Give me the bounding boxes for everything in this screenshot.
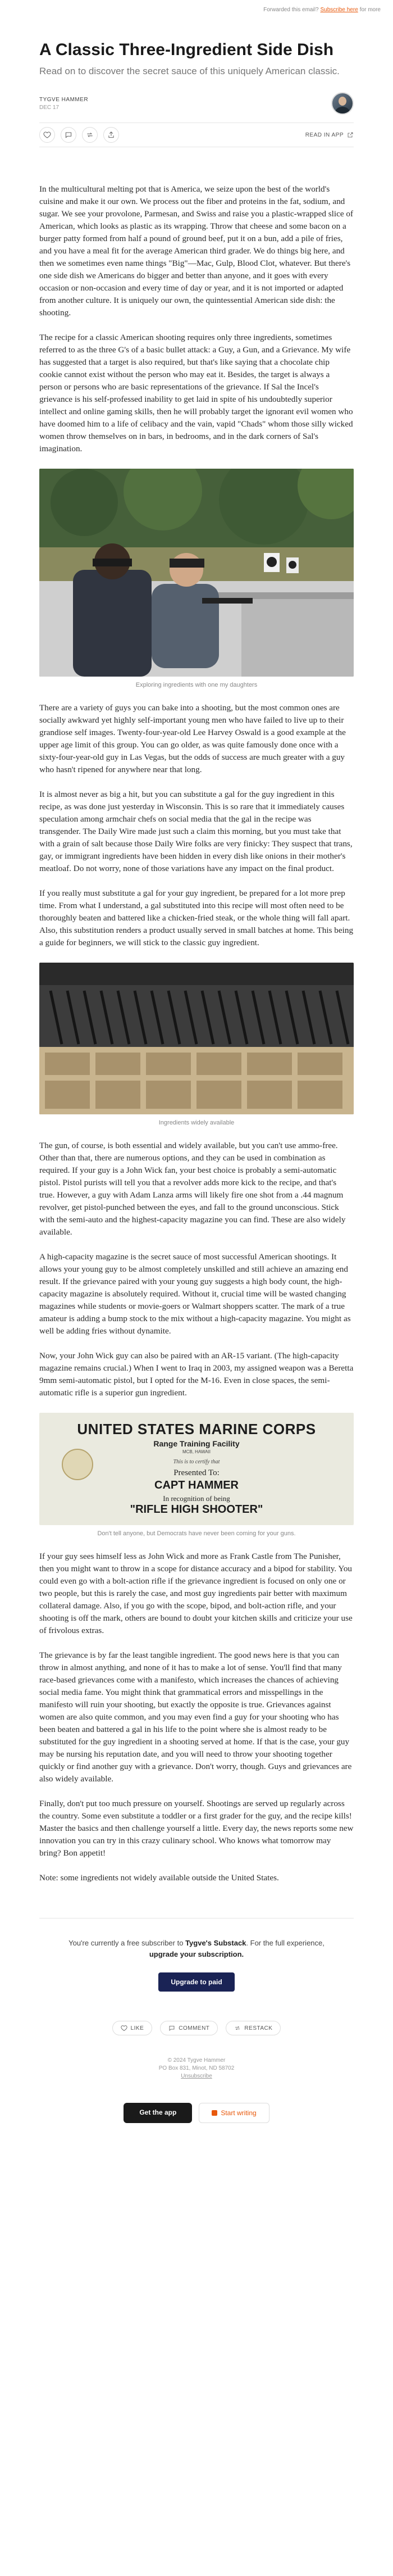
share-icon[interactable] xyxy=(103,127,119,143)
post-date: DEC 17 xyxy=(39,104,60,111)
paragraph: Finally, don't put too much pressure on yourself. Shootings are served up regularly across the country. Some even substitute a toddler or a first grader for the guy, and the recipe kills! Master the basics and then challenge yourself a little. Every day, the news reports some new innovation you can try in this crazy culinary school. Who knows what tomorrow may bring? Bon appetit! xyxy=(39,1799,354,1858)
post-body xyxy=(39,183,354,1884)
start-writing-label: Start writing xyxy=(221,2109,257,2117)
address: PO Box 831, Minot, ND 58702 xyxy=(158,2065,235,2071)
paragraph: Now, your John Wick guy can also be paired with an AR-15 variant. (The high-capacity magazine remains crucial.) When I went to Iraq in 2003, my assigned weapon was a Beretta 9mm semi-automatic pistol, but I opted for the M-16. Even in close spaces, the semi-automatic rifle is a superior gun ingredient. xyxy=(39,1351,354,1398)
paragraph: In the multicultural melting pot that is America, we seize upon the best of the world's cuisine and make it our own. We process out the fiber and proteins in the fat, sodium, and sugar. We see your provolone, Parmesan, and Swiss and raise you a plastic-wrapped slice of American, which looks as plastic as its wrapping. Throw that cheese and some bacon on a burger patty formed from half a pound of ground beef, put it on a bun, add a pile of fries, and you have a meal fit for the average American third grader. We do things big here, and then we sometimes even name things "Big"—Mac, Gulp, Blood Clot, whatever. But there's one side dish we Americans do bigger and better than anyone, and it goes with every occasion or non-occasion and every time of day or year, and it is not imported or adapted from another culture. It is uniquely our own, the quintessential American side dish: the shooting. xyxy=(39,184,354,318)
bottom-cta xyxy=(39,2103,354,2142)
photo-gun-store[interactable] xyxy=(39,963,354,1114)
certificate-recognition: In recognition of being xyxy=(163,1494,230,1503)
figure-caption: Ingredients widely available xyxy=(158,1119,235,1126)
certificate-seal xyxy=(62,1449,93,1480)
byline xyxy=(39,92,354,115)
certificate-base: MCB, HAWAII xyxy=(182,1449,211,1454)
comment-icon[interactable] xyxy=(61,127,76,143)
certificate-certify: This is to certify that xyxy=(173,1459,220,1465)
read-in-app-label: READ IN APP xyxy=(305,131,344,138)
author-avatar[interactable] xyxy=(331,92,354,115)
copyright: © 2024 Tygve Hammer xyxy=(167,2057,226,2063)
comment-label: COMMENT xyxy=(179,2025,210,2031)
post-actions-bar xyxy=(39,123,354,147)
heart-icon[interactable] xyxy=(39,127,55,143)
footer-legal xyxy=(39,2057,354,2080)
subscriber-status-message xyxy=(39,1938,354,1960)
paragraph: If your guy sees himself less as John Wick and more as Frank Castle from The Punisher, then you might want to throw in a scope for distance accuracy and a bipod for stability. You could even go with a bolt-action rifle if the grievance ingredient is focused on only one or two people, but this is rarely the case, and most guy ingredients pair better with maximum collateral damage. Also, if you go with the scope, bipod, and bolt-action rifle, and your shooting is off the mark, others are bound to doubt your kitchen skills and criticize your use of frivolous extras. xyxy=(39,1552,353,1635)
figure-caption: Exploring ingredients with one my daughters xyxy=(135,682,258,688)
like-button[interactable] xyxy=(112,2021,153,2035)
upgrade-to-paid-button[interactable]: Upgrade to paid xyxy=(158,1972,234,1992)
figure-caption: Don't tell anyone, but Democrats have never been coming for your guns. xyxy=(97,1530,296,1537)
read-in-app-button[interactable] xyxy=(305,131,354,138)
start-writing-button[interactable] xyxy=(199,2103,269,2123)
restack-icon xyxy=(234,2025,241,2031)
upgrade-link[interactable]: upgrade your subscription. xyxy=(149,1950,244,1958)
restack-button[interactable] xyxy=(226,2021,281,2035)
paragraph: Note: some ingredients not widely available outside the United States. xyxy=(39,1873,279,1883)
figure-shooting-range xyxy=(39,469,354,690)
figure-certificate xyxy=(39,1413,354,1538)
certificate-subheading: Range Training Facility xyxy=(153,1439,240,1448)
paragraph: The recipe for a classic American shooting requires only three ingredients, sometimes referred to as the three G's of a basic bullet attack: a Guy, a Gun, and a Grievance. My wife has suggested that a target is also required, but that's like saying that a chocolate chip cookie cannot exist without the person who may eat it. Besides, the target is always a person or persons who are basic representations of the grievance. If Sal the Incel's grievance is his self-professed inability to get laid in spite of his undoubtedly superior intellect and online gaming skills, then he will probably target the ignorant evil women who have doomed him to a life of celibacy and the vain, vapid "Chads" whom those silly wicked women throw themselves on in bars, in bedrooms, and in the dark corners of Sal's imagination. xyxy=(39,333,353,453)
paragraph: There are a variety of guys you can bake into a shooting, but the most common ones are socially awkward yet highly self-important young men who have failed to live up to their grandiose self images. Twenty-four-year-old Lee Harvey Oswald is a good example at the upper age limit of this group. You can go older, as was quite famously done once with a sixty-four-year-old guy in Las Vegas, but the odds of success are much greater with a guy who hasn't ripened for anywhere near that long. xyxy=(39,703,346,774)
certificate-recipient: CAPT HAMMER xyxy=(154,1479,239,1491)
subscriber-status-text: You're currently a free subscriber to xyxy=(68,1939,184,1947)
comment-button[interactable] xyxy=(160,2021,218,2035)
paragraph: It is almost never as big a hit, but you can substitute a gal for the guy ingredient in this recipe, as was done just yesterday in Wisconsin. This is so rare that it immediately causes speculation among armchair chefs on social media that the gal in the recipe was transgender. The Daily Wire made just such a claim this morning, but you must take that with a grain of salt because those Daily Wire folks are very finicky: They suspect that trans, gay, or immigrant ingredients have been hidden in every dish like onions in their mother's meatloaf. Do not worry, none of those variations have any impact on the final product. xyxy=(39,790,353,873)
figure-gun-store xyxy=(39,963,354,1127)
certificate-presented: Presented To: xyxy=(173,1468,220,1477)
paragraph: If you really must substitute a gal for your guy ingredient, be prepared for a lot more prep time. From what I understand, a gal substituted into this recipe will most often need to be thoroughly beaten and battered like a chicken-fried steak, or the whole thing will fall apart. Also, this substitution renders a product usually served in small batches at home. This being a guide for beginners, we will stick to the classic guy ingredient. xyxy=(39,888,354,947)
heart-icon xyxy=(121,2025,127,2031)
like-label: LIKE xyxy=(130,2025,144,2031)
paragraph: The grievance is by far the least tangible ingredient. The good news here is that you can throw in almost anything, and none of it has to make a lot of sense. You'll find that many race-based grievances come with a manifesto, which increases the chances of achieving social media fame. You might think that grammatical errors and misspellings in the manifesto will ruin your shooting, but exactly the opposite is true. Grievances against women are also quite common, and you may even find a guy for your shooting who has been beaten and battered a gal in his life to the point where she is almost ready to be substituted for the guy ingredient in a shooting served at home. If that is the case, your guy may be nursing his reputation date, and you will need to throw your shooting together quickly or find another guy with a grievance. Don't worry, though. Guys and grievances are also widely available. xyxy=(39,1650,352,1784)
paragraph: The gun, of course, is both essential and widely available, but you can't use ammo-free. Other than that, there are numerous options, and they can be used in combination as required. If your guy is a John Wick fan, your best choice is probably a semi-automatic pistol. Pistol purists will tell you that a revolver adds more kick to the recipe, and that's true. However, a guy with Adam Lanza arms will likely fire one shot from a .44 magnum revolver, get pistol-punched between the eyes, and fall to the ground unconscious. Stick with the semi-auto and the highest-capacity magazine you can find. These are also widely available. xyxy=(39,1141,346,1237)
certificate-heading: UNITED STATES MARINE CORPS xyxy=(77,1421,316,1437)
photo-shooting-range[interactable] xyxy=(39,469,354,677)
comment-icon xyxy=(168,2025,175,2031)
author-name[interactable]: TYGVE HAMMER xyxy=(39,96,89,103)
paragraph: A high-capacity magazine is the secret sauce of most successful American shootings. It allows your young guy to be almost completely unskilled and still achieve an amazing end result. If the grievance paired with your young guy suggests a high body count, the high-capacity magazine is absolutely required. Without it, crucial time will be wasted changing magazines while students or movie-goers or Walmart shoppers scatter. The mark of a true amateur is adding a bump stock to the mix without a high-capacity magazine. You might as well be adding fries without dynamite. xyxy=(39,1252,351,1336)
restack-icon[interactable] xyxy=(82,127,98,143)
get-the-app-button[interactable]: Get the app xyxy=(124,2103,192,2123)
unsubscribe-link[interactable]: Unsubscribe xyxy=(181,2073,212,2079)
forward-prefix: Forwarded this email? xyxy=(263,6,319,13)
post-subtitle: Read on to discover the secret sauce of this uniquely American classic. xyxy=(39,66,340,76)
subscribe-section xyxy=(39,1918,354,1992)
publication-name: Tygve's Substack xyxy=(185,1939,246,1947)
subscriber-status-text-2: . For the full experience, xyxy=(246,1939,325,1947)
forward-suffix: for more xyxy=(359,6,381,13)
footer-actions xyxy=(39,2021,354,2035)
post-title[interactable]: A Classic Three-Ingredient Side Dish xyxy=(39,40,334,59)
restack-label: RESTACK xyxy=(244,2025,273,2031)
post-container xyxy=(39,40,354,2142)
external-link-icon xyxy=(347,131,354,138)
forward-banner xyxy=(0,0,393,19)
subscribe-link[interactable]: Subscribe here xyxy=(320,6,358,13)
certificate-award: "RIFLE HIGH SHOOTER" xyxy=(130,1503,263,1516)
substack-logo-icon xyxy=(212,2110,217,2116)
photo-certificate[interactable] xyxy=(39,1413,354,1525)
